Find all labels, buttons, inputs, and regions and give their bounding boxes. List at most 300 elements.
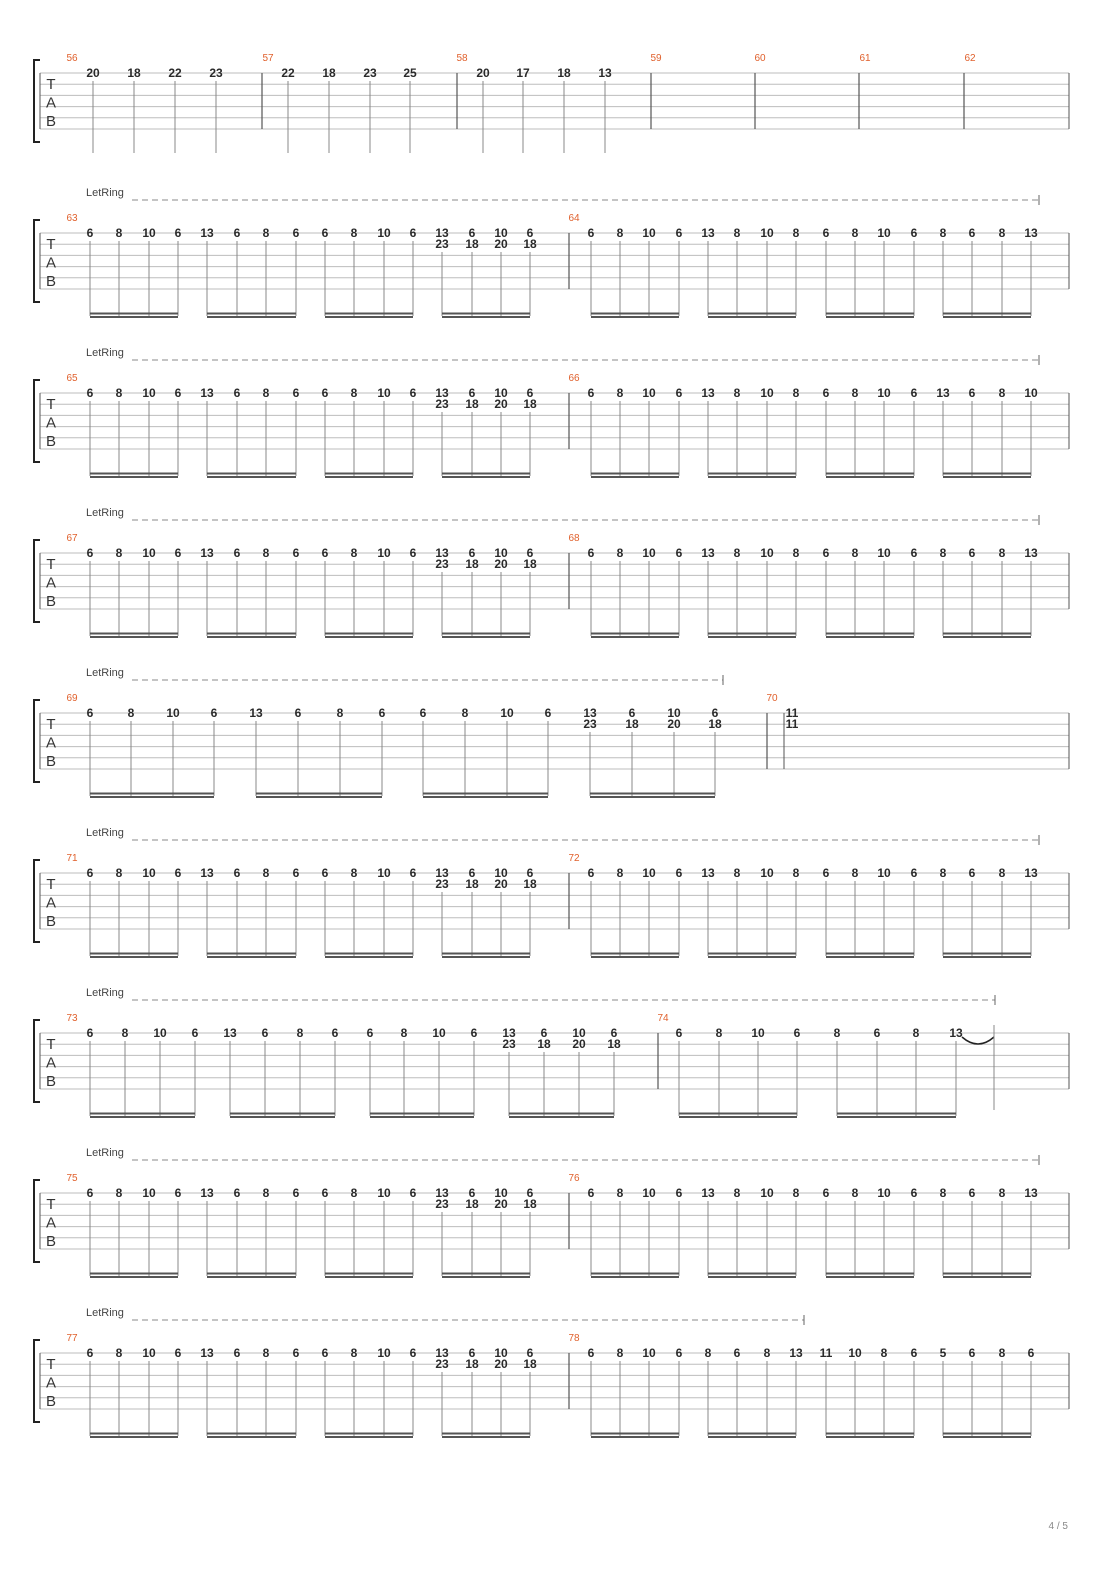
beam: [90, 316, 178, 318]
fret-number: 8: [792, 386, 800, 400]
beam: [826, 633, 914, 635]
fret-number: 6: [321, 1346, 329, 1360]
fret-number: 8: [262, 1346, 270, 1360]
beam: [826, 956, 914, 958]
tab-system: [34, 347, 1069, 478]
tab-letter-a: A: [45, 254, 57, 272]
fret-number: 6: [587, 1186, 595, 1200]
fret-number: 10: [760, 226, 774, 240]
fret-number: 6: [675, 1186, 683, 1200]
fret-number: 10: [377, 1186, 391, 1200]
fret-number: 6: [793, 1026, 801, 1040]
fret-number: 6: [468, 1186, 476, 1200]
measure-number: 62: [964, 53, 976, 64]
fret-number: 6: [233, 866, 241, 880]
fret-number: 6: [292, 386, 300, 400]
beam: [826, 1273, 914, 1275]
tab-letter-t: T: [46, 556, 56, 573]
fret-number: 20: [494, 877, 508, 891]
fret-number: 8: [616, 226, 624, 240]
fret-number: 6: [544, 706, 552, 720]
fret-number: 18: [557, 66, 571, 80]
beam: [708, 953, 796, 955]
fret-number: 11: [819, 1346, 833, 1360]
beam: [442, 313, 530, 315]
fret-number: 6: [822, 226, 830, 240]
fret-number: 6: [910, 1346, 918, 1360]
fret-number: 6: [191, 1026, 199, 1040]
fret-number: 6: [1027, 1346, 1035, 1360]
fret-number: 6: [526, 546, 534, 560]
beam: [90, 633, 178, 635]
beam: [943, 473, 1031, 475]
fret-number: 8: [336, 706, 344, 720]
beam: [943, 316, 1031, 318]
fret-number: 6: [910, 386, 918, 400]
beam: [590, 793, 715, 795]
beam: [207, 313, 296, 315]
fret-number: 23: [363, 66, 377, 80]
fret-number: 18: [523, 557, 537, 571]
fret-number: 6: [366, 1026, 374, 1040]
beam: [826, 636, 914, 638]
fret-number: 6: [86, 226, 94, 240]
tab-letter-b: B: [45, 1233, 57, 1250]
fret-number: 10: [642, 1346, 656, 1360]
fret-number: 6: [292, 226, 300, 240]
tab-letter-t: T: [46, 236, 56, 253]
fret-number: 8: [115, 1186, 123, 1200]
beam: [591, 316, 679, 318]
fret-number: 6: [210, 706, 218, 720]
beam: [591, 1433, 679, 1435]
fret-number: 10: [494, 1186, 508, 1200]
fret-number: 20: [494, 397, 508, 411]
fret-number: 10: [877, 546, 891, 560]
fret-number: 18: [465, 397, 479, 411]
fret-number: 6: [86, 1186, 94, 1200]
fret-number: 6: [968, 1346, 976, 1360]
fret-number: 6: [321, 1186, 329, 1200]
fret-number: 13: [598, 66, 612, 80]
fret-number: 6: [822, 546, 830, 560]
fret-number: 6: [968, 546, 976, 560]
beam: [207, 1436, 296, 1438]
tab-system: [34, 1307, 1069, 1438]
letring-label: LetRing: [86, 347, 124, 359]
fret-number: 10: [142, 1186, 156, 1200]
fret-number: 6: [733, 1346, 741, 1360]
fret-number: 13: [701, 546, 715, 560]
fret-number: 8: [833, 1026, 841, 1040]
tab-system: [34, 667, 1069, 798]
tab-system: [34, 1147, 1069, 1278]
fret-number: 10: [377, 226, 391, 240]
fret-number: 10: [877, 1186, 891, 1200]
measure-number: 75: [66, 1173, 78, 1184]
fret-number: 6: [292, 866, 300, 880]
fret-number: 13: [435, 1186, 449, 1200]
beam: [708, 316, 796, 318]
fret-number: 13: [936, 386, 950, 400]
fret-number: 10: [848, 1346, 862, 1360]
beam: [325, 476, 413, 478]
fret-number: 6: [294, 706, 302, 720]
fret-number: 13: [949, 1026, 963, 1040]
tab-system: [34, 507, 1069, 638]
fret-number: 6: [86, 706, 94, 720]
fret-number: 8: [127, 706, 135, 720]
beam: [943, 636, 1031, 638]
fret-number: 6: [675, 1026, 683, 1040]
fret-number: 8: [350, 1346, 358, 1360]
fret-number: 10: [642, 546, 656, 560]
fret-number: 6: [587, 386, 595, 400]
fret-number: 8: [400, 1026, 408, 1040]
beam: [591, 956, 679, 958]
beam: [90, 1116, 195, 1118]
beam: [90, 636, 178, 638]
beam: [423, 796, 548, 798]
tab-letter-a: A: [45, 94, 57, 112]
beam: [207, 316, 296, 318]
fret-number: 6: [409, 546, 417, 560]
fret-number: 6: [86, 386, 94, 400]
fret-number: 8: [115, 546, 123, 560]
beam: [325, 953, 413, 955]
fret-number: 10: [432, 1026, 446, 1040]
fret-number: 17: [516, 66, 530, 80]
fret-number: 8: [262, 866, 270, 880]
fret-number: 8: [296, 1026, 304, 1040]
beam: [325, 473, 413, 475]
fret-number: 10: [494, 1346, 508, 1360]
fret-number: 6: [174, 386, 182, 400]
fret-number: 8: [115, 1346, 123, 1360]
beam: [442, 636, 530, 638]
fret-number: 18: [708, 717, 722, 731]
beam: [90, 793, 214, 795]
fret-number: 10: [877, 866, 891, 880]
fret-number: 10: [142, 1346, 156, 1360]
fret-number: 13: [435, 386, 449, 400]
measure-number: 63: [66, 213, 78, 224]
measure-number: 71: [66, 853, 78, 864]
fret-number: 10: [642, 866, 656, 880]
beam: [90, 476, 178, 478]
measure-number: 77: [66, 1333, 78, 1344]
beam: [256, 793, 382, 795]
beam: [325, 1433, 413, 1435]
fret-number: 8: [998, 1346, 1006, 1360]
measure-number: 59: [650, 53, 662, 64]
fret-number: 18: [523, 1197, 537, 1211]
fret-number: 18: [625, 717, 639, 731]
fret-number: 18: [465, 877, 479, 891]
beam: [826, 313, 914, 315]
fret-number: 20: [494, 1197, 508, 1211]
tab-letter-a: A: [45, 894, 57, 912]
fret-number: 13: [435, 866, 449, 880]
measure-number: 64: [568, 213, 580, 224]
fret-number: 13: [200, 866, 214, 880]
measure-number: 65: [66, 373, 78, 384]
tab-letter-t: T: [46, 876, 56, 893]
fret-number: 6: [409, 866, 417, 880]
measure-number: 78: [568, 1333, 580, 1344]
system-bracket: [34, 1180, 40, 1262]
fret-number: 6: [675, 546, 683, 560]
fret-number: 6: [526, 226, 534, 240]
fret-number: 6: [587, 866, 595, 880]
system-bracket: [34, 700, 40, 782]
beam: [325, 956, 413, 958]
letring-label: LetRing: [86, 507, 124, 519]
beam: [708, 1433, 796, 1435]
beam: [442, 956, 530, 958]
fret-number: 18: [537, 1037, 551, 1051]
fret-number: 8: [733, 546, 741, 560]
letring-label: LetRing: [86, 667, 124, 679]
fret-number: 6: [409, 1186, 417, 1200]
fret-number: 20: [494, 237, 508, 251]
fret-number: 23: [435, 557, 449, 571]
letring-label: LetRing: [86, 827, 124, 839]
fret-number: 6: [587, 226, 595, 240]
beam: [591, 953, 679, 955]
beam: [207, 1273, 296, 1275]
fret-number: 8: [851, 386, 859, 400]
page-number: 4 / 5: [1048, 1521, 1068, 1532]
fret-number: 18: [523, 237, 537, 251]
tab-letter-a: A: [45, 1374, 57, 1392]
fret-number: 10: [751, 1026, 765, 1040]
measure-number: 67: [66, 533, 78, 544]
fret-number: 8: [262, 546, 270, 560]
fret-number: 6: [468, 546, 476, 560]
beam: [90, 796, 214, 798]
fret-number: 13: [200, 386, 214, 400]
beam: [442, 1433, 530, 1435]
fret-number: 6: [233, 386, 241, 400]
fret-number: 8: [262, 386, 270, 400]
tab-letter-t: T: [46, 76, 56, 93]
tab-letter-b: B: [45, 273, 57, 290]
beam: [708, 476, 796, 478]
fret-number: 8: [792, 1186, 800, 1200]
fret-number: 6: [822, 386, 830, 400]
fret-number: 18: [523, 1357, 537, 1371]
fret-number: 8: [115, 386, 123, 400]
beam: [207, 1433, 296, 1435]
beam: [591, 636, 679, 638]
fret-number: 18: [523, 397, 537, 411]
letring-label: LetRing: [86, 987, 124, 999]
fret-number: 25: [403, 66, 417, 80]
fret-number: 8: [912, 1026, 920, 1040]
fret-number: 13: [435, 546, 449, 560]
fret-number: 10: [377, 866, 391, 880]
fret-number: 10: [877, 226, 891, 240]
fret-number: 13: [249, 706, 263, 720]
fret-number: 6: [86, 1026, 94, 1040]
fret-number: 8: [616, 1186, 624, 1200]
beam: [207, 1276, 296, 1278]
beam: [509, 1113, 614, 1115]
system-bracket: [34, 380, 40, 462]
fret-number: 8: [616, 1346, 624, 1360]
system-bracket: [34, 860, 40, 942]
fret-number: 6: [321, 386, 329, 400]
beam: [325, 1436, 413, 1438]
fret-number: 6: [968, 386, 976, 400]
fret-number: 6: [873, 1026, 881, 1040]
beam: [591, 1276, 679, 1278]
fret-number: 8: [350, 866, 358, 880]
measure-number: 66: [568, 373, 580, 384]
beam: [90, 1276, 178, 1278]
fret-number: 8: [616, 866, 624, 880]
fret-number: 10: [142, 386, 156, 400]
fret-number: 8: [616, 386, 624, 400]
fret-number: 6: [540, 1026, 548, 1040]
fret-number: 8: [350, 386, 358, 400]
fret-number: 10: [877, 386, 891, 400]
fret-number: 8: [998, 866, 1006, 880]
fret-number: 6: [409, 1346, 417, 1360]
beam: [90, 1436, 178, 1438]
beam: [230, 1116, 335, 1118]
fret-number: 8: [851, 226, 859, 240]
fret-number: 10: [494, 226, 508, 240]
fret-number: 8: [704, 1346, 712, 1360]
fret-number: 10: [377, 546, 391, 560]
fret-number: 6: [292, 546, 300, 560]
beam: [826, 476, 914, 478]
fret-number: 6: [526, 1186, 534, 1200]
fret-number: 8: [880, 1346, 888, 1360]
fret-number: 6: [587, 1346, 595, 1360]
beam: [826, 1433, 914, 1435]
system-bracket: [34, 220, 40, 302]
beam: [256, 796, 382, 798]
beam: [943, 476, 1031, 478]
beam: [591, 313, 679, 315]
tab-letter-b: B: [45, 913, 57, 930]
fret-number: 6: [675, 866, 683, 880]
beam: [207, 473, 296, 475]
beam: [325, 313, 413, 315]
fret-number: 23: [209, 66, 223, 80]
beam: [90, 313, 178, 315]
beam: [325, 636, 413, 638]
beam: [90, 473, 178, 475]
beam: [591, 473, 679, 475]
tab-letter-t: T: [46, 1196, 56, 1213]
tab-letter-b: B: [45, 1393, 57, 1410]
beam: [826, 1436, 914, 1438]
fret-number: 6: [378, 706, 386, 720]
fret-number: 6: [711, 706, 719, 720]
beam: [679, 1113, 797, 1115]
tab-system: [34, 987, 1069, 1118]
beam: [207, 953, 296, 955]
beam: [837, 1113, 956, 1115]
beam: [442, 473, 530, 475]
fret-number: 13: [1024, 1186, 1038, 1200]
fret-number: 6: [292, 1346, 300, 1360]
fret-number: 10: [760, 546, 774, 560]
tab-letter-b: B: [45, 593, 57, 610]
beam: [90, 1113, 195, 1115]
fret-number: 6: [910, 226, 918, 240]
measure-number: 61: [859, 53, 871, 64]
beam: [90, 953, 178, 955]
beam: [442, 316, 530, 318]
fret-number: 11: [785, 717, 799, 731]
fret-number: 8: [350, 1186, 358, 1200]
fret-number: 10: [642, 1186, 656, 1200]
fret-number: 6: [675, 386, 683, 400]
tab-system: [34, 187, 1069, 318]
fret-number: 10: [642, 386, 656, 400]
fret-number: 8: [350, 546, 358, 560]
beam: [325, 316, 413, 318]
measure-number: 76: [568, 1173, 580, 1184]
fret-number: 23: [435, 397, 449, 411]
fret-number: 18: [465, 1357, 479, 1371]
beam: [708, 636, 796, 638]
fret-number: 6: [86, 1346, 94, 1360]
fret-number: 6: [86, 546, 94, 560]
fret-number: 6: [86, 866, 94, 880]
fret-number: 6: [468, 866, 476, 880]
fret-number: 6: [233, 1186, 241, 1200]
beam: [423, 793, 548, 795]
fret-number: 8: [998, 226, 1006, 240]
fret-number: 6: [968, 866, 976, 880]
fret-number: 6: [587, 546, 595, 560]
fret-number: 10: [142, 866, 156, 880]
fret-number: 23: [435, 1357, 449, 1371]
system-bracket: [34, 1020, 40, 1102]
fret-number: 13: [200, 1186, 214, 1200]
beam: [591, 1436, 679, 1438]
beam: [943, 313, 1031, 315]
fret-number: 6: [331, 1026, 339, 1040]
fret-number: 8: [998, 386, 1006, 400]
fret-number: 8: [939, 546, 947, 560]
fret-number: 6: [675, 226, 683, 240]
beam: [943, 956, 1031, 958]
fret-number: 6: [822, 1186, 830, 1200]
fret-number: 13: [200, 1346, 214, 1360]
fret-number: 6: [419, 706, 427, 720]
fret-number: 23: [435, 877, 449, 891]
fret-number: 13: [789, 1346, 803, 1360]
letring-label: LetRing: [86, 187, 124, 199]
fret-number: 6: [292, 1186, 300, 1200]
fret-number: 10: [760, 386, 774, 400]
system-bracket: [34, 60, 40, 142]
fret-number: 8: [998, 1186, 1006, 1200]
fret-number: 13: [583, 706, 597, 720]
tab-letter-b: B: [45, 433, 57, 450]
fret-number: 8: [461, 706, 469, 720]
fret-number: 8: [733, 866, 741, 880]
fret-number: 13: [701, 866, 715, 880]
tab-letter-t: T: [46, 716, 56, 733]
